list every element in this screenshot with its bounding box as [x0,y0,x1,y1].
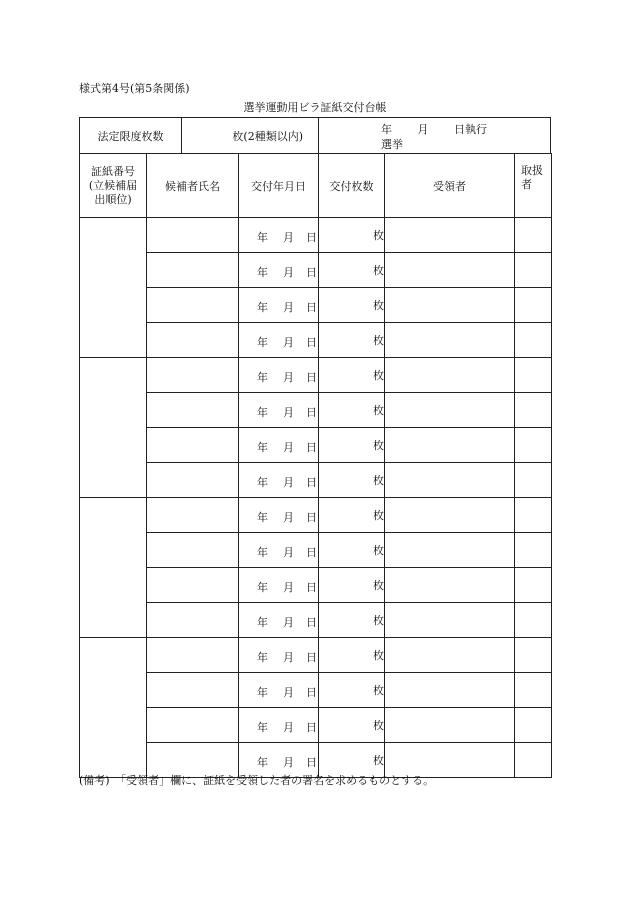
recipient-cell[interactable] [385,393,515,428]
issue-date-cell[interactable] [239,323,319,358]
date-day-label: 日 [306,721,317,734]
handler-cell[interactable] [515,393,552,428]
date-month-label: 月 [283,686,294,699]
header-issue-date: 交付年月日 [239,154,319,218]
date-day-label: 日 [306,301,317,314]
table-row [80,218,552,253]
election-date-line: 年 月 日執行 [381,123,487,136]
date-month-label: 月 [283,301,294,314]
handler-cell[interactable] [515,708,552,743]
recipient-cell[interactable] [385,603,515,638]
table-row [80,428,552,463]
legal-limit-label: 法定限度枚数 [80,118,182,153]
table-header-row [80,154,552,218]
issue-date-cell[interactable] [239,358,319,393]
issue-count-cell[interactable]: 枚 [319,603,385,638]
date-day-label: 日 [306,441,317,454]
table-row [80,463,552,498]
date-day-label: 日 [306,511,317,524]
issue-count-cell[interactable]: 枚 [319,218,385,253]
date-year-label: 年 [257,581,268,594]
issue-date-cell[interactable] [239,568,319,603]
date-year-label: 年 [257,301,268,314]
date-day-label: 日 [306,686,317,699]
candidate-name-cell[interactable] [147,463,239,498]
date-year-label: 年 [257,546,268,559]
recipient-cell[interactable] [385,568,515,603]
table-row [80,533,552,568]
issue-count-cell[interactable]: 枚 [319,743,385,778]
date-year-label: 年 [257,756,268,769]
header-candidate-name: 候補者氏名 [147,154,239,218]
date-month-label: 月 [283,546,294,559]
date-day-label: 日 [306,756,317,769]
date-month-label: 月 [283,231,294,244]
recipient-cell[interactable] [385,218,515,253]
table-row [80,638,552,673]
date-month-label: 月 [283,756,294,769]
table-row [80,708,552,743]
candidate-name-cell[interactable] [147,603,239,638]
candidate-name-cell[interactable] [147,708,239,743]
issue-count-cell[interactable]: 枚 [319,498,385,533]
cert-number-cell[interactable] [80,218,147,358]
date-day-label: 日 [306,336,317,349]
candidate-name-cell[interactable] [147,218,239,253]
date-month-label: 月 [283,441,294,454]
date-month-label: 月 [283,616,294,629]
issue-date-cell[interactable] [239,673,319,708]
issue-date-cell[interactable] [239,603,319,638]
candidate-name-cell[interactable] [147,358,239,393]
handler-cell[interactable] [515,358,552,393]
table-row [80,498,552,533]
date-year-label: 年 [257,336,268,349]
date-year-label: 年 [257,511,268,524]
issue-date-cell[interactable] [239,218,319,253]
issue-count-cell[interactable]: 枚 [319,673,385,708]
date-day-label: 日 [306,581,317,594]
handler-cell[interactable] [515,253,552,288]
recipient-cell[interactable] [385,708,515,743]
recipient-cell[interactable] [385,288,515,323]
issue-count-cell[interactable]: 枚 [319,533,385,568]
handler-cell[interactable] [515,673,552,708]
handler-cell[interactable] [515,463,552,498]
date-month-label: 月 [283,266,294,279]
handler-cell[interactable] [515,743,552,778]
sheet-types-field[interactable]: 枚(2種類以内) [182,118,319,153]
issue-count-cell[interactable]: 枚 [319,358,385,393]
issue-date-cell[interactable] [239,393,319,428]
date-day-label: 日 [306,546,317,559]
issue-count-cell[interactable]: 枚 [319,428,385,463]
handler-cell[interactable] [515,533,552,568]
issue-date-cell[interactable] [239,288,319,323]
date-year-label: 年 [257,686,268,699]
date-day-label: 日 [306,406,317,419]
handler-cell[interactable] [515,428,552,463]
handler-cell[interactable] [515,568,552,603]
cert-number-cell[interactable] [80,498,147,638]
date-month-label: 月 [283,651,294,664]
recipient-cell[interactable] [385,638,515,673]
handler-cell[interactable] [515,498,552,533]
issue-date-cell[interactable] [239,428,319,463]
table-row [80,358,552,393]
candidate-name-cell[interactable] [147,533,239,568]
date-month-label: 月 [283,581,294,594]
issue-date-cell[interactable] [239,253,319,288]
candidate-name-cell[interactable] [147,323,239,358]
header-handler: 取扱 者 [515,154,552,218]
handler-cell[interactable] [515,603,552,638]
candidate-name-cell[interactable] [147,673,239,708]
candidate-name-cell[interactable] [147,393,239,428]
issue-count-cell[interactable]: 枚 [319,568,385,603]
handler-cell[interactable] [515,323,552,358]
issue-count-cell[interactable]: 枚 [319,638,385,673]
table-row [80,603,552,638]
date-month-label: 月 [283,371,294,384]
table-row [80,568,552,603]
date-month-label: 月 [283,336,294,349]
recipient-cell[interactable] [385,533,515,568]
issue-date-cell[interactable] [239,638,319,673]
issue-date-cell[interactable] [239,463,319,498]
header-issue-count: 交付枚数 [319,154,385,218]
ledger-table [79,153,552,778]
date-month-label: 月 [283,511,294,524]
date-day-label: 日 [306,266,317,279]
date-year-label: 年 [257,371,268,384]
cert-number-cell[interactable] [80,638,147,778]
recipient-cell[interactable] [385,673,515,708]
candidate-name-cell[interactable] [147,638,239,673]
issue-date-cell[interactable] [239,498,319,533]
date-month-label: 月 [283,721,294,734]
handler-cell[interactable] [515,288,552,323]
recipient-cell[interactable] [385,463,515,498]
document-title: 選挙運動用ビラ証紙交付台帳 [243,101,387,114]
date-day-label: 日 [306,651,317,664]
date-year-label: 年 [257,266,268,279]
candidate-name-cell[interactable] [147,498,239,533]
issue-date-cell[interactable] [239,533,319,568]
date-year-label: 年 [257,651,268,664]
candidate-name-cell[interactable] [147,568,239,603]
issue-count-cell[interactable]: 枚 [319,393,385,428]
header-box [79,117,551,154]
handler-cell[interactable] [515,218,552,253]
remarks-note: (備考) 「受領者」欄に、証紙を受領した者の署名を求めるものとする。 [79,774,435,787]
recipient-cell[interactable] [385,323,515,358]
date-year-label: 年 [257,441,268,454]
date-day-label: 日 [306,371,317,384]
candidate-name-cell[interactable] [147,428,239,463]
issue-date-cell[interactable] [239,708,319,743]
election-name-line: 選挙 [381,138,403,151]
date-year-label: 年 [257,406,268,419]
candidate-name-cell[interactable] [147,288,239,323]
date-month-label: 月 [283,406,294,419]
header-cert-number: 証紙番号 (立候補届 出順位) [80,154,147,218]
issue-count-cell[interactable]: 枚 [319,323,385,358]
form-number: 様式第4号(第5条関係) [79,82,190,95]
recipient-cell[interactable] [385,498,515,533]
date-year-label: 年 [257,231,268,244]
date-month-label: 月 [283,476,294,489]
issue-count-cell[interactable]: 枚 [319,463,385,498]
recipient-cell[interactable] [385,358,515,393]
table-row [80,673,552,708]
date-day-label: 日 [306,616,317,629]
table-row [80,253,552,288]
date-year-label: 年 [257,616,268,629]
issue-count-cell[interactable]: 枚 [319,708,385,743]
date-year-label: 年 [257,721,268,734]
table-row [80,393,552,428]
date-day-label: 日 [306,476,317,489]
date-day-label: 日 [306,231,317,244]
ledger-body [80,218,552,778]
handler-cell[interactable] [515,638,552,673]
issue-count-cell[interactable]: 枚 [319,253,385,288]
date-year-label: 年 [257,476,268,489]
issue-count-cell[interactable]: 枚 [319,288,385,323]
table-row [80,288,552,323]
header-recipient: 受領者 [385,154,515,218]
recipient-cell[interactable] [385,253,515,288]
recipient-cell[interactable] [385,428,515,463]
election-field[interactable] [319,118,550,153]
cert-number-cell[interactable] [80,358,147,498]
table-row [80,323,552,358]
candidate-name-cell[interactable] [147,253,239,288]
